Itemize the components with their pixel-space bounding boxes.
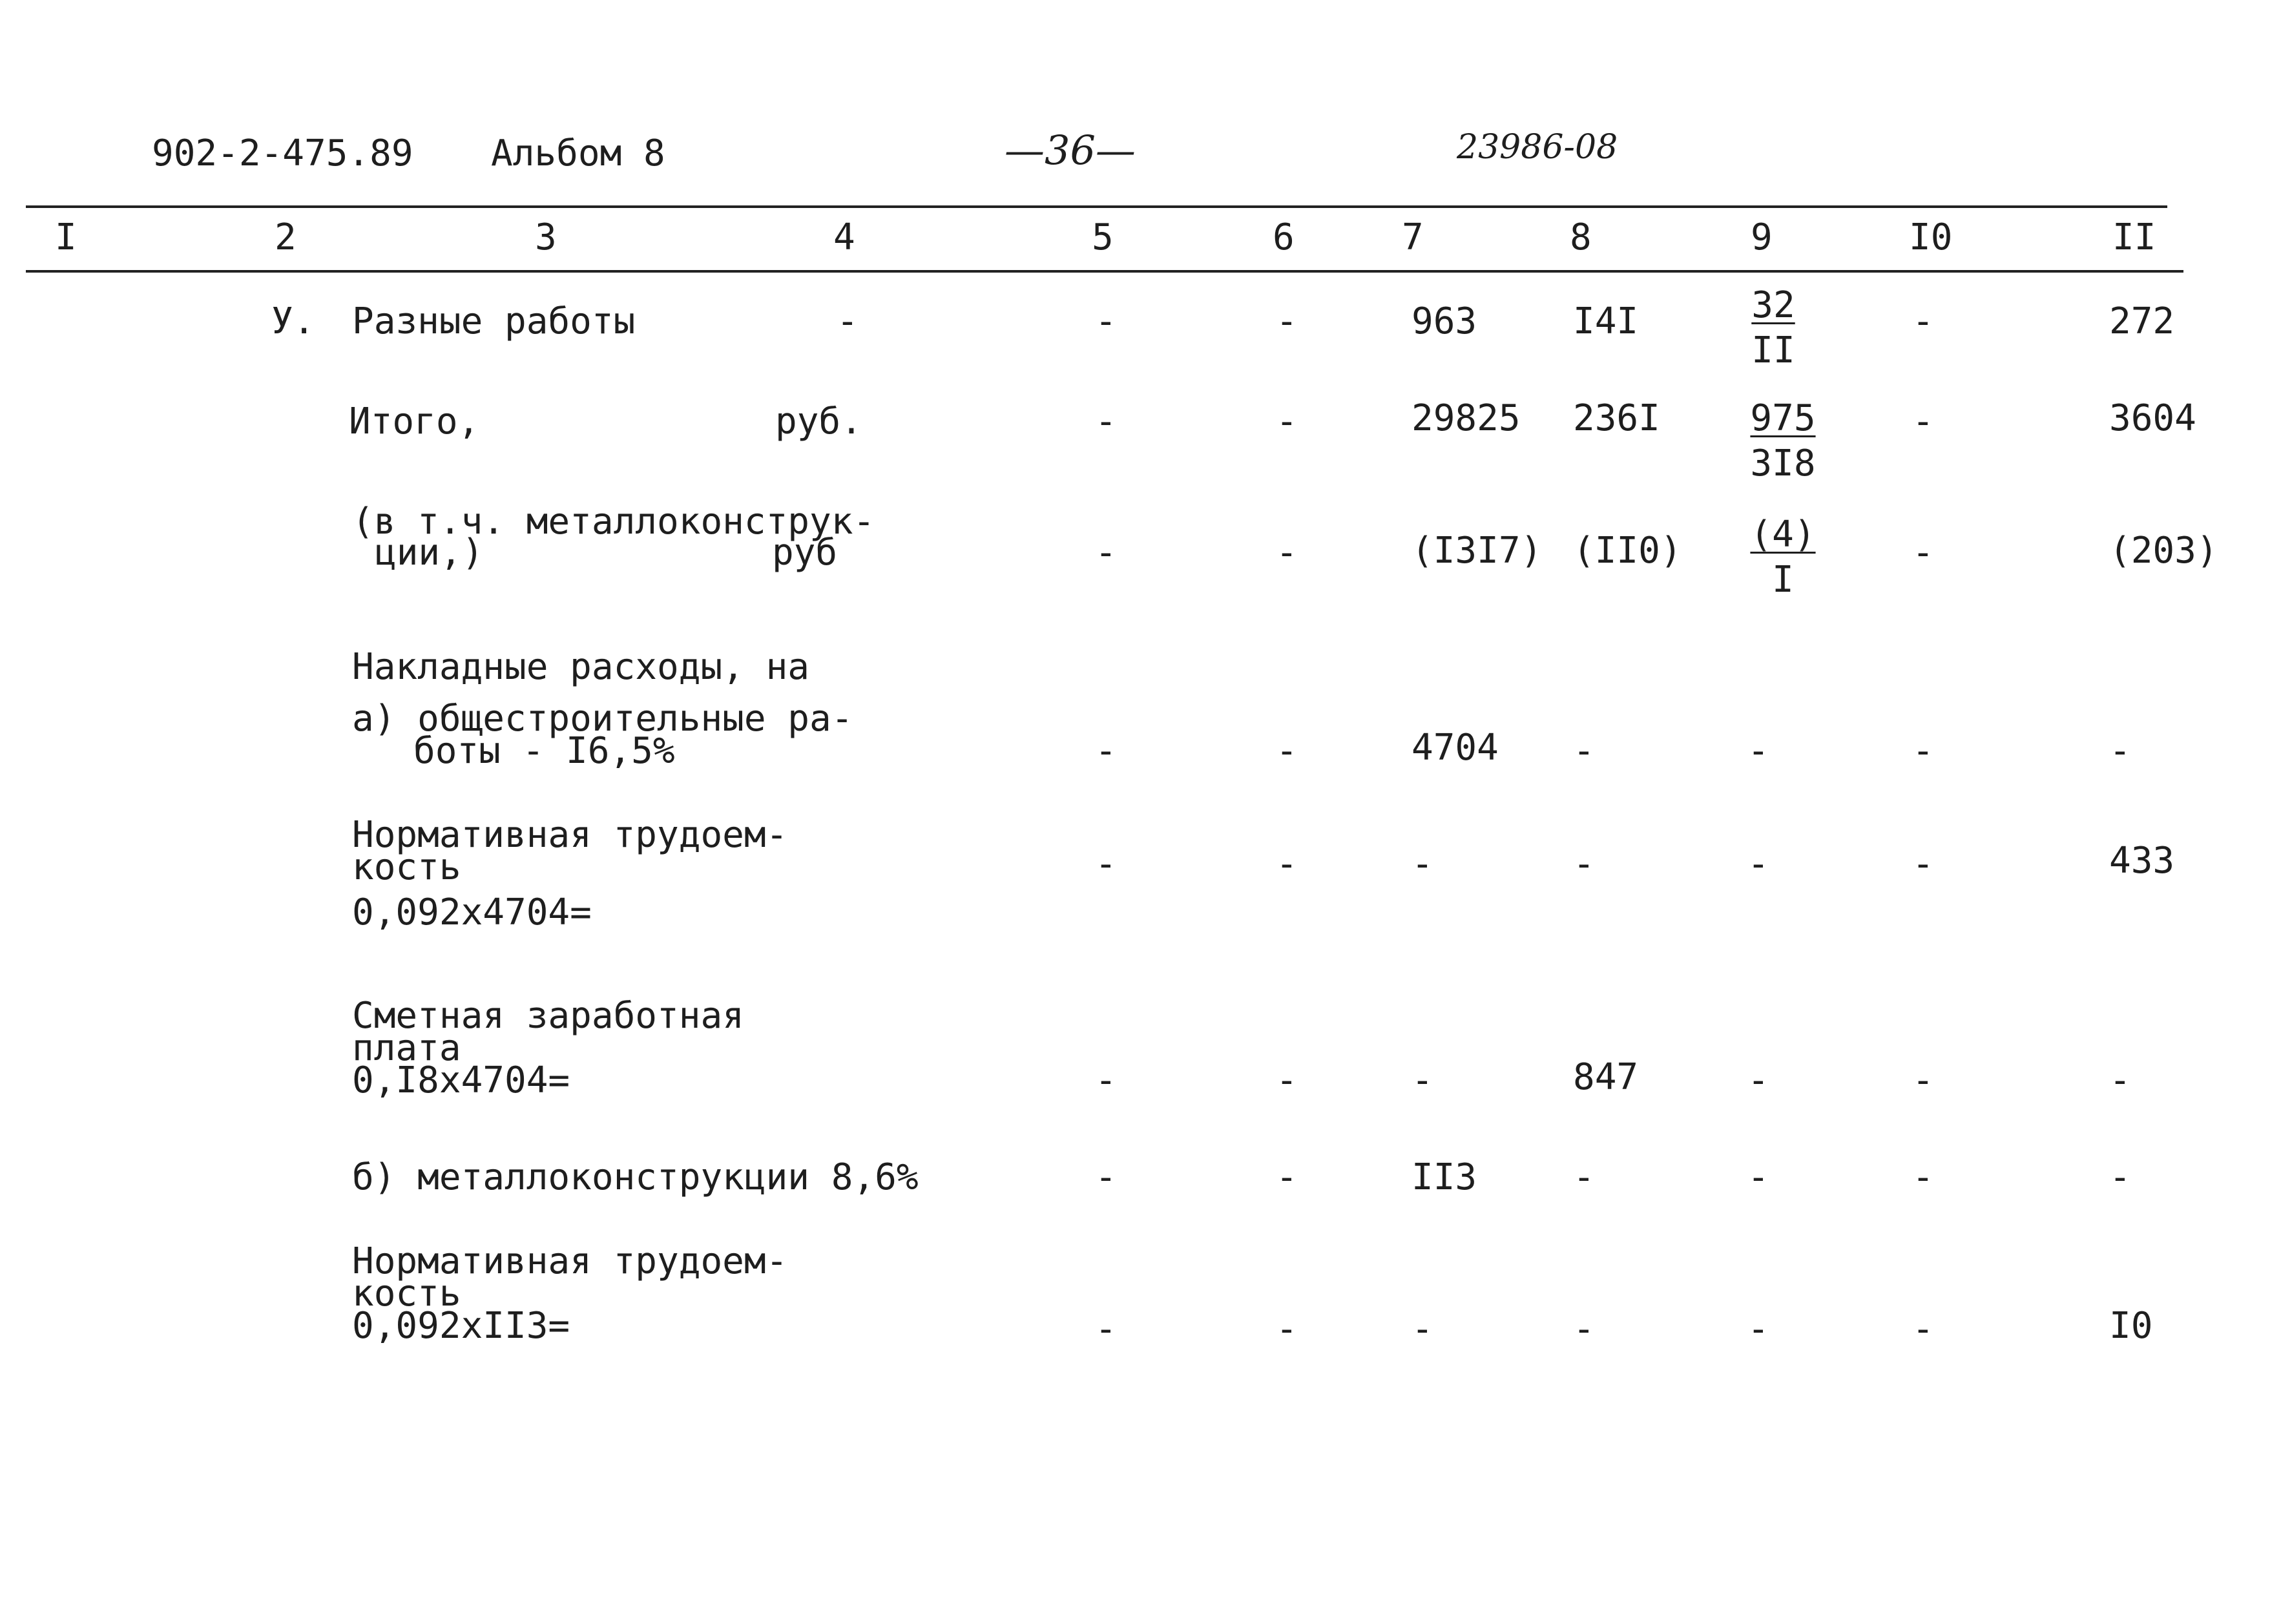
- cell-col5: -: [1095, 730, 1117, 772]
- column-header: 6: [1273, 216, 1295, 258]
- cell-col6: -: [1276, 401, 1298, 442]
- cell-col4: -: [837, 300, 859, 342]
- cell-col7: -: [1411, 1308, 1433, 1350]
- cell-col8: I4I: [1573, 300, 1639, 342]
- row-formula: 0,092x4704=: [352, 891, 592, 933]
- cell-col11: -: [2109, 1156, 2131, 1198]
- cell-col7: II3: [1411, 1156, 1477, 1198]
- cell-col6: -: [1276, 1156, 1298, 1198]
- table-top-rule: [26, 205, 2167, 208]
- cell-col10: -: [1912, 730, 1934, 772]
- fraction-numerator: (4): [1750, 514, 1816, 556]
- row-label-line2: боты - I6,5%: [413, 730, 675, 772]
- cell-col9: -: [1747, 843, 1769, 885]
- column-header: 7: [1402, 216, 1424, 258]
- cell-col8: -: [1573, 1156, 1595, 1198]
- cell-col10: -: [1912, 1156, 1934, 1198]
- row-label-line2: плата: [352, 1027, 461, 1069]
- cell-col7: (I3I7): [1411, 530, 1543, 572]
- row-label: Итого,: [349, 401, 480, 442]
- row-label-line1: Нормативная трудоем-: [352, 1240, 788, 1282]
- table-header-rule: [26, 270, 2183, 273]
- cell-col5: -: [1095, 1059, 1117, 1101]
- fraction-numerator: 32: [1751, 284, 1795, 326]
- cell-col7: 29825: [1411, 397, 1521, 439]
- cell-col9: -: [1747, 1308, 1769, 1350]
- row-unit: руб.: [775, 401, 862, 442]
- cell-col11: I0: [2109, 1305, 2153, 1347]
- column-header: 2: [275, 216, 297, 258]
- row-label-line1: Сметная заработная: [352, 995, 744, 1037]
- column-header: 4: [833, 216, 855, 258]
- row-formula: 0,I8x4704=: [352, 1059, 570, 1101]
- cell-col11: 272: [2109, 300, 2175, 342]
- cell-col6: -: [1276, 1059, 1298, 1101]
- row-label: Разные работы: [352, 300, 636, 342]
- cell-col6: -: [1276, 730, 1298, 772]
- column-header: 9: [1751, 216, 1773, 258]
- column-header: I: [55, 216, 77, 258]
- cell-col11: 3604: [2109, 397, 2196, 439]
- column-header: 3: [535, 216, 557, 258]
- cell-col10: -: [1912, 843, 1934, 885]
- section-number: У.: [271, 300, 315, 342]
- cell-col7: 963: [1411, 300, 1477, 342]
- cell-col9-fraction: [1744, 284, 1802, 371]
- cell-col9: -: [1747, 1156, 1769, 1198]
- cell-col5: -: [1095, 843, 1117, 885]
- cell-col10: -: [1912, 1308, 1934, 1350]
- cell-col5: -: [1095, 401, 1117, 442]
- fraction-denominator: II: [1751, 329, 1795, 371]
- fraction-denominator: I: [1772, 559, 1794, 601]
- cell-col10: -: [1912, 300, 1934, 342]
- cell-col5: -: [1095, 1308, 1117, 1350]
- cell-col6: -: [1276, 532, 1298, 574]
- cell-col6: -: [1276, 843, 1298, 885]
- cell-col10: -: [1912, 532, 1934, 574]
- cell-col8: -: [1573, 730, 1595, 772]
- row-unit: руб: [772, 532, 838, 574]
- cell-col11: -: [2109, 1059, 2131, 1101]
- cell-col9: -: [1747, 730, 1769, 772]
- cell-col10: -: [1912, 401, 1934, 442]
- column-header: I0: [1909, 216, 1953, 258]
- cell-col5: -: [1095, 300, 1117, 342]
- cell-col8: -: [1573, 843, 1595, 885]
- cell-col9-fraction: [1744, 514, 1822, 601]
- album-label: Альбом 8: [491, 132, 665, 174]
- cell-col11: -: [2109, 730, 2131, 772]
- row-label-line2: кость: [352, 846, 461, 888]
- cell-col5: -: [1095, 532, 1117, 574]
- fraction-denominator: 3I8: [1750, 442, 1816, 484]
- section-title: Накладные расходы, на: [352, 646, 810, 688]
- row-label-line1: а) общестроительные ра-: [352, 698, 853, 740]
- row-label-line1: Нормативная трудоем-: [352, 814, 788, 856]
- row-label-line2: кость: [352, 1273, 461, 1315]
- inventory-number: 23986-08: [1457, 128, 1618, 167]
- cell-col9: -: [1747, 1059, 1769, 1101]
- column-header: 8: [1570, 216, 1592, 258]
- row-formula: 0,092xII3=: [352, 1305, 570, 1347]
- cell-col8: 847: [1573, 1056, 1639, 1098]
- cell-col11: (203): [2109, 530, 2218, 572]
- row-label-line2: ции,): [375, 532, 484, 574]
- cell-col10: -: [1912, 1059, 1934, 1101]
- cell-col7: 4704: [1411, 727, 1499, 769]
- column-header: 5: [1092, 216, 1114, 258]
- fraction-numerator: 975: [1750, 397, 1816, 439]
- document-code: 902-2-475.89: [152, 132, 413, 174]
- cell-col8: 236I: [1573, 397, 1660, 439]
- page-number: —36—: [1005, 127, 1136, 174]
- cell-col7: -: [1411, 1059, 1433, 1101]
- row-label-line1: (в т.ч. металлоконструк-: [352, 501, 875, 543]
- cell-col8: -: [1573, 1308, 1595, 1350]
- cell-col8: (II0): [1573, 530, 1682, 572]
- cell-col5: -: [1095, 1156, 1117, 1198]
- cell-col7: -: [1411, 843, 1433, 885]
- row-label: б) металлоконструкции 8,6%: [352, 1156, 919, 1198]
- cell-col11: 433: [2109, 840, 2175, 882]
- cell-col9-fraction: [1744, 397, 1822, 484]
- cell-col6: -: [1276, 300, 1298, 342]
- column-header: II: [2112, 216, 2156, 258]
- cell-col6: -: [1276, 1308, 1298, 1350]
